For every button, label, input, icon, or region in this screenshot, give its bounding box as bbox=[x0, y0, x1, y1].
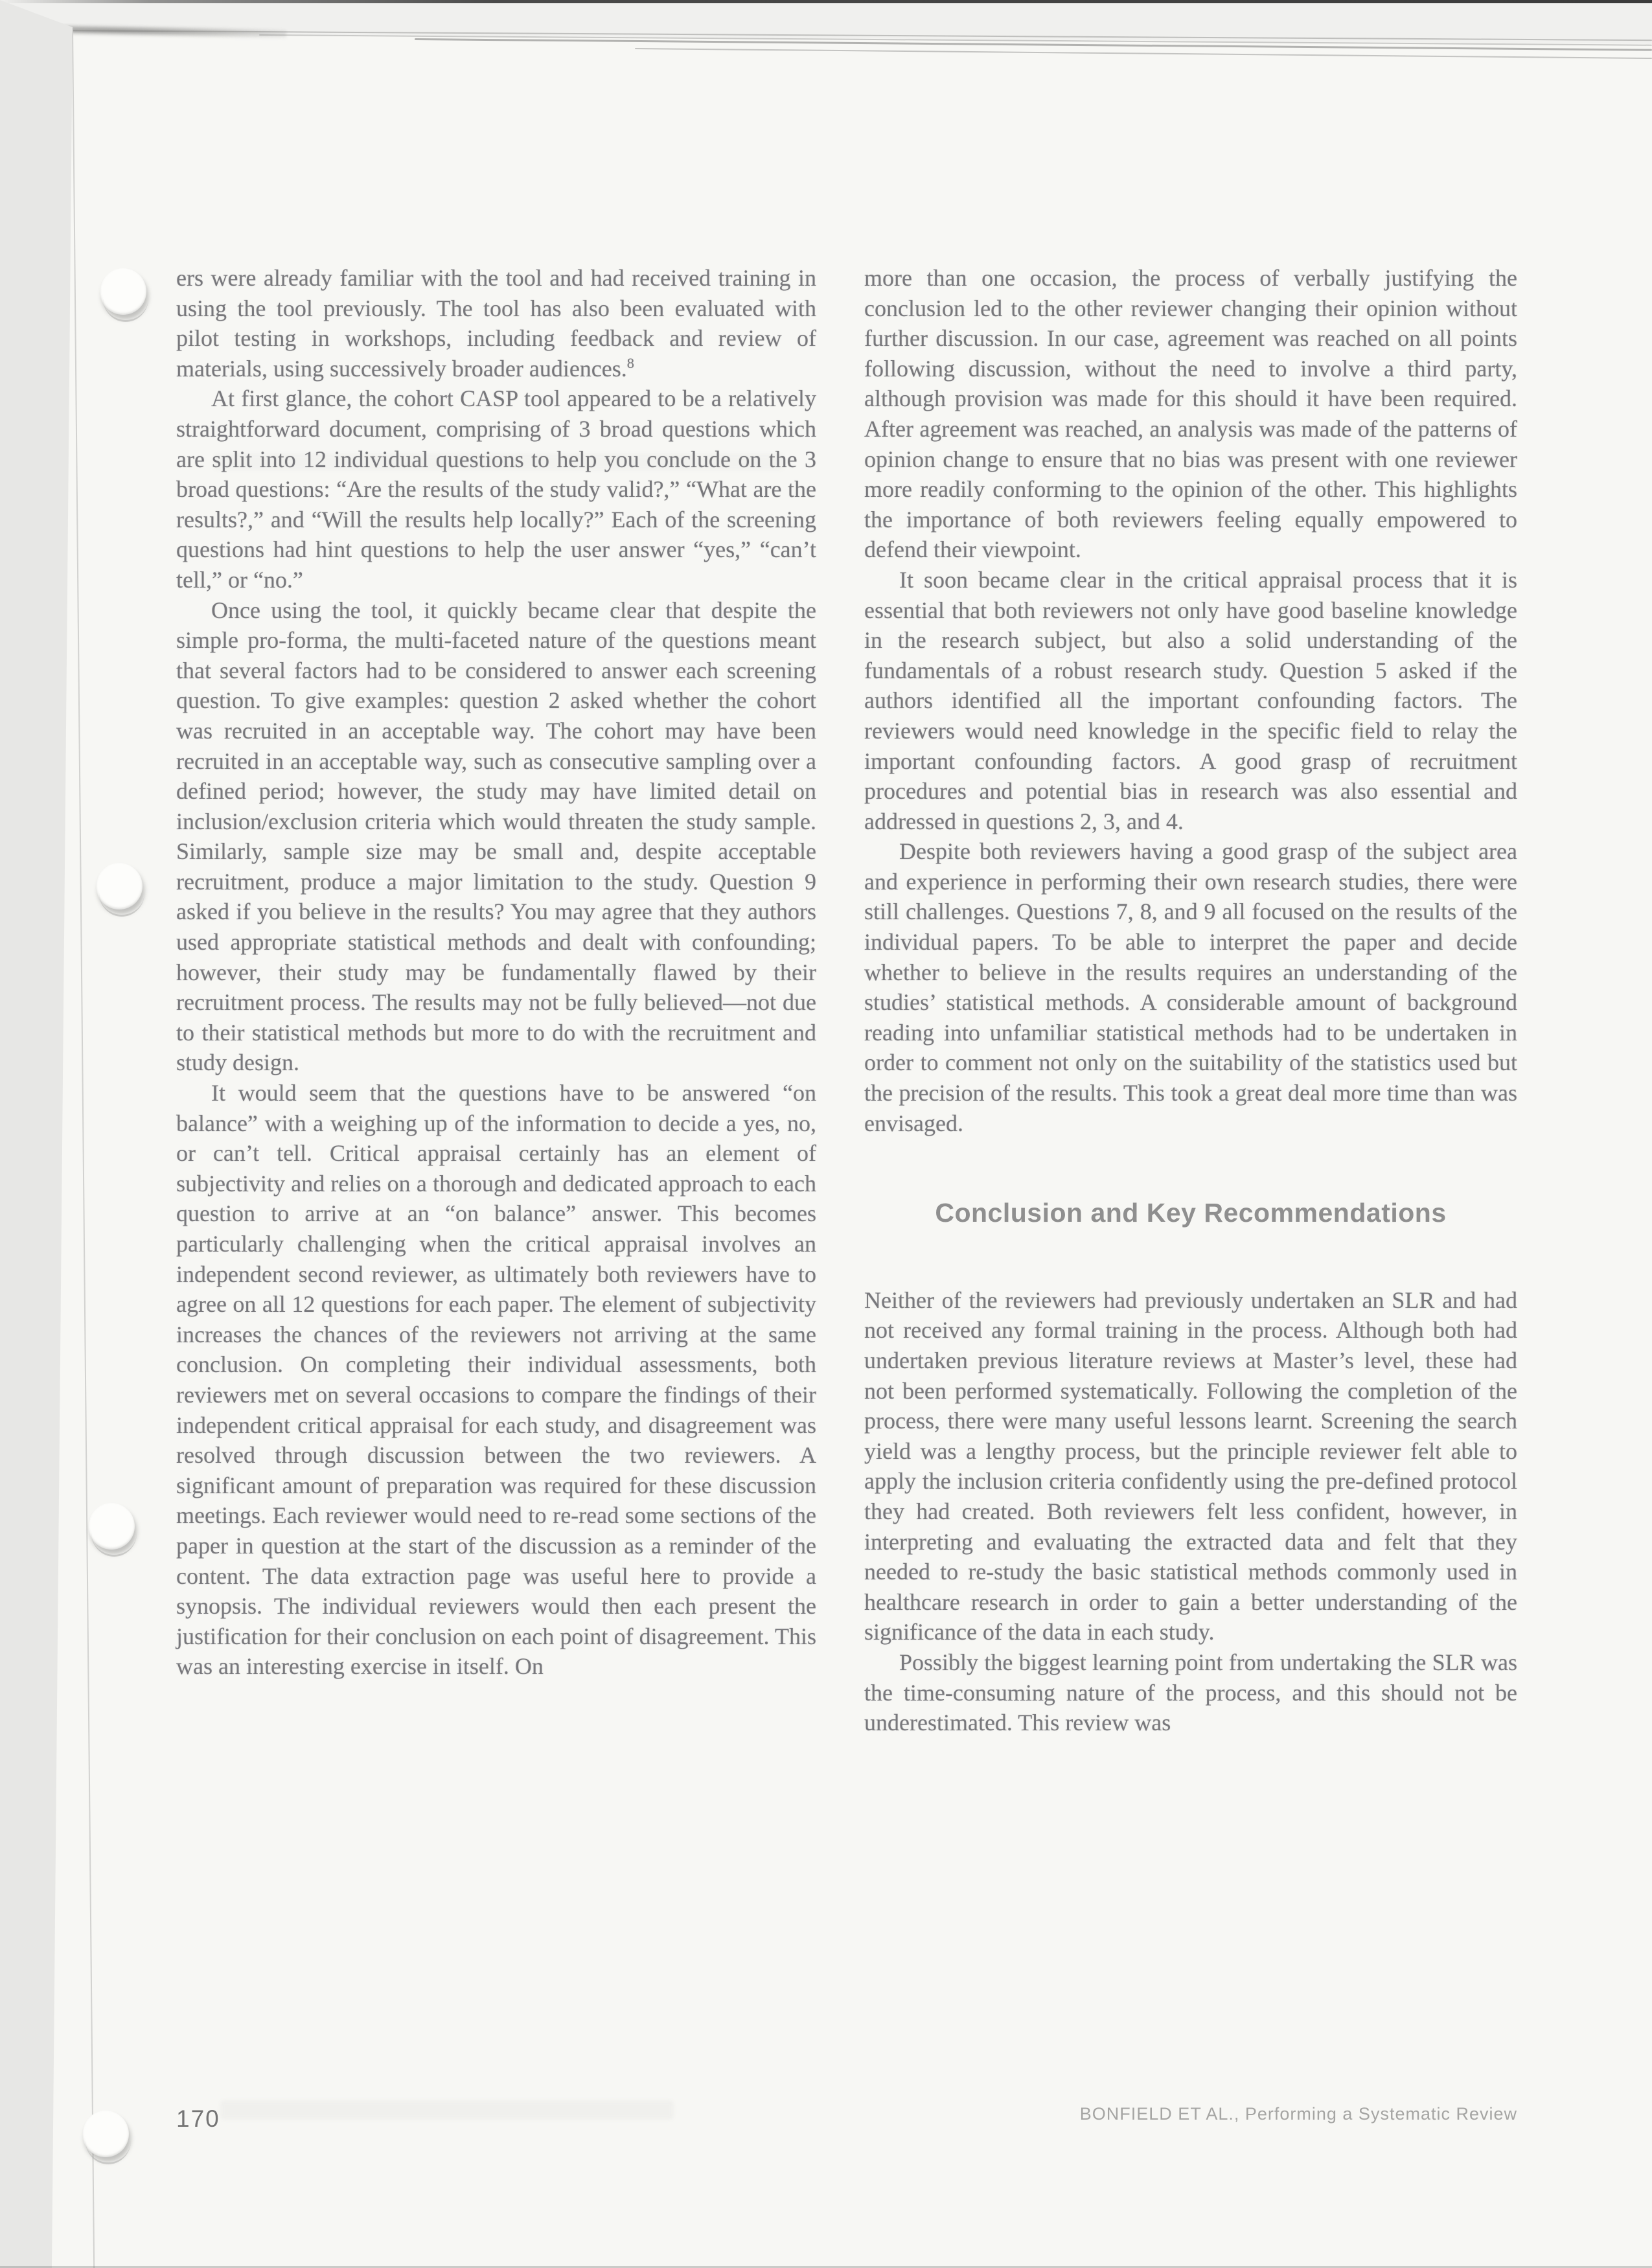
left-text-column bbox=[176, 263, 816, 1682]
page-number: 170 bbox=[176, 2105, 220, 2132]
punch-hole bbox=[88, 1503, 135, 1550]
paragraph: Once using the tool, it quickly became clear that despite the simple pro-forma, the multi-faceted nature of the questions meant that several factors had to be considered to answer each screening question. To give examples: question 2 asked whether the cohort was recruited in an acceptable way. The cohort may have been recruited in an acceptable way, such as consecutive sampling over a defined period; however, the study may have limited detail on inclusion/exclusion criteria which would threaten the study sample. Similarly, sample size may be small and, despite acceptable recruitment, produce a major limitation to the study. Question 9 asked if you believe in the results? You may agree that they authors used appropriate statistical methods and dealt with confounding; however, their study may be fundamentally flawed by their recruitment process. The results may not be fully believed—not due to their statistical methods but more to do with the recruitment and study design. bbox=[176, 597, 816, 1076]
right-column-lower-paragraphs bbox=[864, 1285, 1517, 1738]
scan-artifact-top-line bbox=[0, 0, 1652, 3]
running-footer: BONFIELD ET AL., Performing a Systematic Review bbox=[1079, 2104, 1517, 2124]
right-text-column bbox=[864, 263, 1517, 1738]
paragraph: At first glance, the cohort CASP tool appeared to be a relatively straightforward document, comprising of 3 broad questions which are split into 12 individual questions to help you conclude on the 3 broad questions: “Are the results of the study valid?,” “What are the results?,” and “Will the results help locally?” Each of the screening questions had hint questions to help the user answer “yes,” “can’t tell,” or “no.” bbox=[176, 385, 816, 593]
footnote-reference: 8 bbox=[626, 354, 634, 371]
punch-hole bbox=[82, 2111, 129, 2157]
section-heading: Conclusion and Key Recommendations bbox=[935, 1198, 1447, 1228]
paragraph: Neither of the reviewers had previously undertaken an SLR and had not received any formal training in the process. Although both had undertaken previous literature reviews at Master’s level, these had not been performed systematically. Following the completion of the process, there were many useful lessons learnt. Screening the search yield was a lengthy process, but the principle reviewer felt able to apply the inclusion criteria confidently using the pre-defined protocol they had created. Both reviewers felt less confident, however, in interpreting and evaluating the extracted data and felt that they needed to re-study the basic statistical methods commonly used in healthcare research in order to gain a better understanding of the significance of the data in each study. bbox=[864, 1287, 1517, 1645]
right-column-upper-paragraphs bbox=[864, 263, 1517, 1138]
punch-hole bbox=[100, 268, 146, 315]
bleed-through-ghost bbox=[220, 2100, 674, 2120]
paragraph: more than one occasion, the process of verbally justifying the conclusion led to the other reviewer changing their opinion without further discussion. In our case, agreement was reached on all points following discussion, without the need to involve a third party, although provision was made for this should it have been required. After agreement was reached, an analysis was made of the patterns of opinion change to ensure that no bias was present with one reviewer more readily conforming to the opinion of the other. This highlights the importance of both reviewers feeling equally empowered to defend their viewpoint. bbox=[864, 265, 1517, 563]
paragraph: ers were already familiar with the tool and had received training in using the tool previously. The tool has also been evaluated with pilot testing in workshops, including feedback and review of materials, using successively broader audiences.$^8$ bbox=[176, 265, 816, 382]
paragraph: It would seem that the questions have to be answered “on balance” with a weighing up of the information to decide a yes, no, or can’t tell. Critical appraisal certainly has an element of subjectivity and relies on a thorough and dedicated approach to each question to arrive at an “on balance” answer. This becomes particularly challenging when the critical appraisal involves an independent second reviewer, as ultimately both reviewers have to agree on all 12 questions for each paper. The element of subjectivity increases the chances of the reviewers not arriving at the same conclusion. On completing their individual assessments, both reviewers met on several occasions to compare the findings of their independent critical appraisal for each study, and disagreement was resolved through discussion between the two reviewers. A significant amount of preparation was required for these discussion meetings. Each reviewer would need to re-read some sections of the paper in question at the start of the discussion as a reminder of the content. The data extraction page was useful here to provide a synopsis. The individual reviewers would then each present the justification for their conclusion on each point of disagreement. This was an interesting exercise in itself. On bbox=[176, 1080, 816, 1680]
paragraph: It soon became clear in the critical appraisal process that it is essential that both reviewers not only have good baseline knowledge in the research subject, but also a solid understanding of the fundamentals of a robust research study. Question 5 asked if the authors identified all the important confounding factors. The reviewers would need knowledge in the specific field to relay the important confounding factors. A good grasp of recruitment procedures and potential bias in research was also essential and addressed in questions 2, 3, and 4. bbox=[864, 566, 1517, 834]
paragraph: Despite both reviewers having a good grasp of the subject area and experience in performing their own research studies, there were still challenges. Questions 7, 8, and 9 all focused on the results of the individual papers. To be able to interpret the paper and decide whether to believe in the results requires an understanding of the studies’ statistical methods. A considerable amount of background reading into unfamiliar statistical methods had to be undertaken in order to comment not only on the suitability of the statistics used but the precision of the results. This took a great deal more time than was envisaged. bbox=[864, 838, 1517, 1136]
paragraph: Possibly the biggest learning point from undertaking the SLR was the time-consuming nature of the process, and this should not be underestimated. This review was bbox=[864, 1649, 1517, 1736]
punch-hole bbox=[96, 863, 143, 910]
